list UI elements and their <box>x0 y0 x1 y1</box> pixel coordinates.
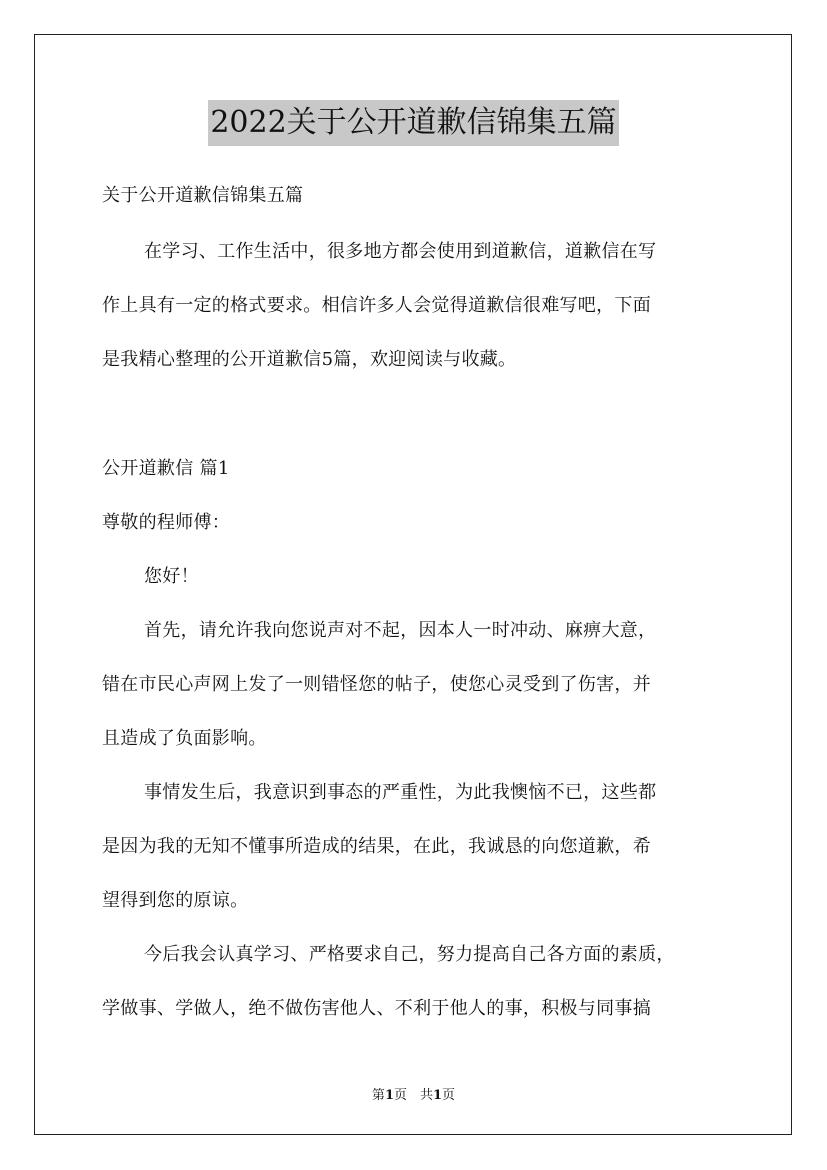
paragraph-line: 首先，请允许我向您说声对不起，因本人一时冲动、麻痹大意， <box>144 620 657 641</box>
section-heading: 公开道歉信 篇1 <box>102 458 230 479</box>
paragraph-line: 学做事、学做人，绝不做伤害他人、不利于他人的事，积极与同事搞 <box>102 998 651 1019</box>
intro-line: 在学习、工作生活中，很多地方都会使用到道歉信，道歉信在写 <box>144 241 657 262</box>
page-number: 1 <box>384 1088 394 1103</box>
document-title: 2022关于公开道歉信锦集五篇 <box>208 100 618 146</box>
paragraph-line: 今后我会认真学习、严格要求自己，努力提高自己各方面的素质， <box>144 944 675 965</box>
salutation: 尊敬的程师傅： <box>102 512 231 533</box>
footer-suffix: 页 <box>442 1088 456 1103</box>
total-pages: 1 <box>433 1088 443 1103</box>
greeting: 您好！ <box>144 566 199 587</box>
paragraph-line: 错在市民心声网上发了一则错怪您的帖子，使您心灵受到了伤害，并 <box>102 674 651 695</box>
paragraph-line: 是因为我的无知不懂事所造成的结果，在此，我诚恳的向您道歉，希 <box>102 836 651 857</box>
footer-prefix: 第 <box>371 1088 385 1103</box>
paragraph-line: 望得到您的原谅。 <box>102 890 249 911</box>
paragraph-line: 事情发生后，我意识到事态的严重性，为此我懊恼不已，这些都 <box>144 782 657 803</box>
document-subtitle: 关于公开道歉信锦集五篇 <box>102 185 304 206</box>
title-container <box>0 100 827 146</box>
paragraph-line: 且造成了负面影响。 <box>102 728 267 749</box>
intro-line: 是我精心整理的公开道歉信5篇，欢迎阅读与收藏。 <box>102 349 517 370</box>
footer-mid: 页 共 <box>393 1088 433 1103</box>
page-footer <box>0 1084 827 1103</box>
intro-line: 作上具有一定的格式要求。相信许多人会觉得道歉信很难写吧，下面 <box>102 295 651 316</box>
